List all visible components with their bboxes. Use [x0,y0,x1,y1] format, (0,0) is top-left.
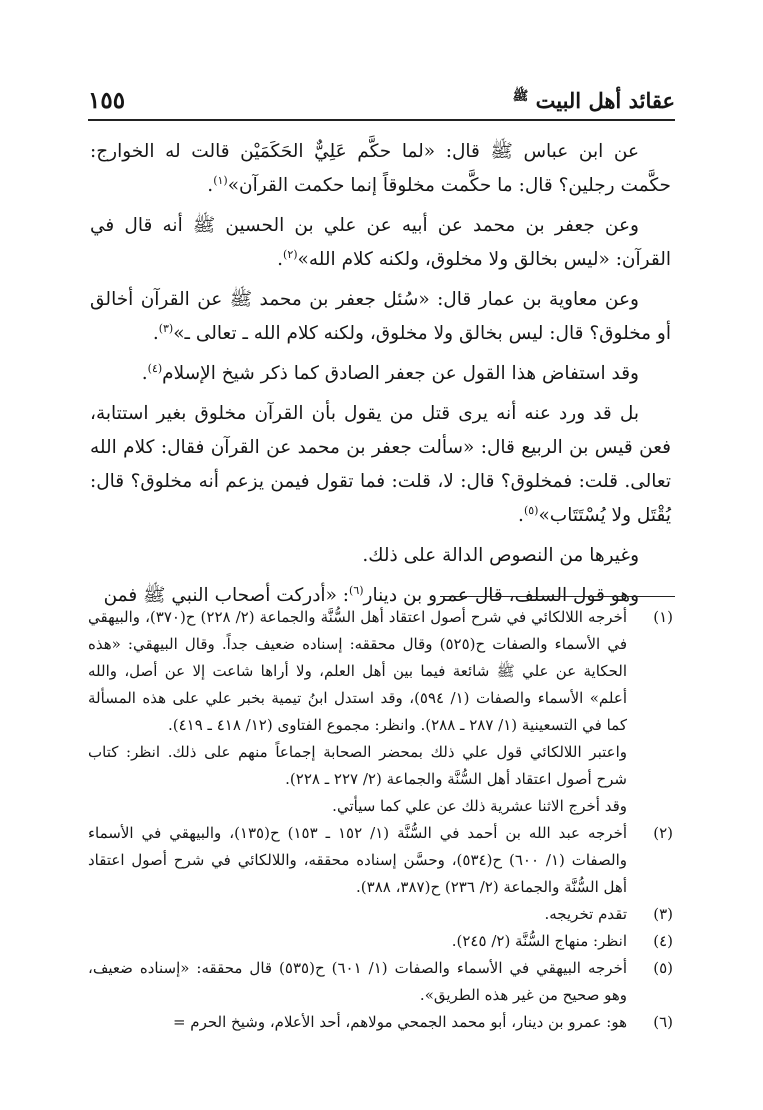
footnote-ref: (٥) [523,503,539,517]
footnote-number: (٥) [653,959,673,977]
paragraph-end: . [207,175,214,196]
footnote [88,1009,673,1036]
paragraph-text: وهو قول السلف، قال عمرو بن دينار [363,585,639,606]
paragraph-end: . [518,505,524,526]
paragraph-text: بل قد ورد عنه أنه يرى قتل من يقول بأن القرآن مخلوق بغير استتابة، فعن قيس بن الربيع قال: «سألت جعفر بن محمد عن القرآن فقال: كلام الله تعالى. قلت: فمخلوق؟ قال: لا، قلت: فما تقول فيمن يزعم أنه مخلوق؟ قال: يُقْتَل ولا يُسْتَتَاب» [90,403,671,526]
footnote [88,901,673,928]
paragraph-text: وقد استفاض هذا القول عن جعفر الصادق كما ذكر شيخ الإسلام [162,363,639,384]
footnote-body [88,901,627,928]
running-title [513,88,675,113]
honorific-symbol: ﷺ [512,88,529,104]
paragraph [90,135,671,203]
paragraph [90,357,671,391]
footnote-continuation [88,739,627,820]
paragraph-text: وغيرها من النصوص الدالة على ذلك. [362,545,639,566]
footnote-text: أخرجه اللالكائي في شرح أصول اعتقاد أهل السُّنَّة والجماعة (٢/ ٢٢٨) ح(٣٧٠)، والبيهقي في الأسماء والصفات ح(٥٢٥) وقال محققه: إسناده ضعيف جداً. وقال البيهقي: «هذه الحكاية عن علي ﷺ شائعة فيما بين أهل العلم، ولا أراها شاعت إلا عن أصل، والله أعلم» الأسماء والصفات (١/ ٥٩٤)، وقد استدل ابنُ تيمية بخبر علي على هذه المسألة كما في التسعينية (١/ ٢٨٧ ـ ٢٨٨). وانظر: مجموع الفتاوى (١٢/ ٤١٨ ـ ٤١٩). [88,608,628,734]
header-rule [88,119,675,121]
footnote-text: وقد أخرج الاثنا عشرية ذلك عن علي كما سيأتي. [332,797,627,815]
paragraph-text: عن ابن عباس ﷺ قال: «لما حكَّم عَلِيٌّ الحَكَمَيْن قالت له الخوارج: حكَّمت رجلين؟ قال: ما حكَّمت مخلوقاً إنما حكمت القرآن» [90,141,671,196]
page-header [88,80,675,120]
footnote [88,604,673,739]
footnote-number: (٢) [653,824,673,842]
footnotes [88,604,673,1036]
footnote-ref: (٢) [283,247,298,261]
footnote-body [88,1009,627,1036]
paragraph-text: وعن معاوية بن عمار قال: «سُئل جعفر بن محمد ﷺ عن القرآن أخالق أو مخلوق؟ قال: ليس بخالق ولا مخلوق، ولكنه كلام الله ـ تعالى ـ» [90,289,671,344]
footnote-number: (١) [653,608,673,626]
footnote [88,928,673,955]
footnote-text: انظر: منهاج السُّنَّة (٢/ ٢٤٥). [451,932,627,950]
footnote-text: واعتبر اللالكائي قول علي ذلك بمحضر الصحابة إجماعاً منهم على ذلك. انظر: كتاب شرح أصول اعتقاد أهل السُّنَّة والجماعة (٢/ ٢٢٧ ـ ٢٢٨). [88,743,627,788]
paragraph [90,397,671,533]
page-number: ١٥٥ [88,86,126,114]
footnote-text: تقدم تخريجه. [544,905,627,923]
paragraph [90,539,671,573]
paragraph-end: : «أدركت أصحاب النبي ﷺ فمن [103,585,350,606]
footnote-separator [440,596,675,597]
paragraph [90,209,671,277]
footnote-number: (٦) [653,1013,673,1031]
footnote-number: (٤) [653,932,673,950]
running-title-text: عقائد أهل البيت [535,87,675,113]
paragraph-end: . [141,363,148,384]
footnote-number: (٣) [653,905,673,923]
paragraph-end: . [152,323,159,344]
footnote-body [88,955,627,1009]
footnote [88,955,673,1009]
footnote-text: هو: عمرو بن دينار، أبو محمد الجمحي مولاهم، أحد الأعلام، وشيخ الحرم = [172,1013,627,1031]
paragraph-end: . [277,249,284,270]
footnote-body [88,604,627,739]
footnote-ref: (٣) [158,321,174,335]
footnote-text: أخرجه عبد الله بن أحمد في السُّنَّة (١/ ١٥٢ ـ ١٥٣) ح(١٣٥)، والبيهقي في الأسماء والصفات (١/ ٦٠٠) ح(٥٣٤)، وحسَّن إسناده محققه، واللالكائي في شرح أصول اعتقاد أهل السُّنَّة والجماعة (٢/ ٢٣٦) ح(٣٨٧، ٣٨٨). [88,824,628,896]
paragraph-text: وعن جعفر بن محمد عن أبيه عن علي بن الحسين ﷺ أنه قال في القرآن: «ليس بخالق ولا مخلوق، ولكنه كلام الله» [90,215,671,270]
paragraph [90,283,671,351]
footnote-body [88,820,627,901]
footnote-body [88,928,627,955]
footnote [88,820,673,901]
footnote-text: أخرجه البيهقي في الأسماء والصفات (١/ ٦٠١) ح(٥٣٥) قال محققه: «إسناده ضعيف، وهو صحيح من غير هذه الطريق». [88,959,628,1004]
main-text [90,135,671,619]
footnote-ref: (٤) [147,361,163,375]
footnote-ref: (٦) [349,583,364,597]
footnote-ref: (١) [213,173,228,187]
